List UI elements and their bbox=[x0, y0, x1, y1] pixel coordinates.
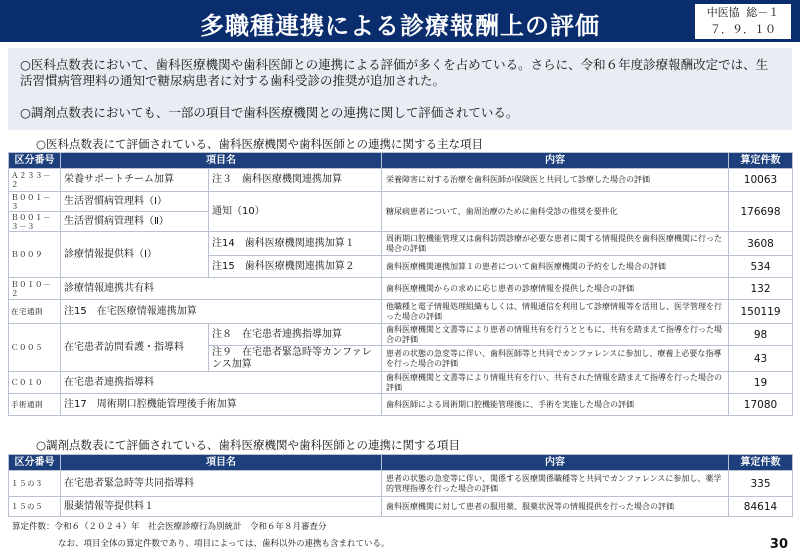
row-count: 84614 bbox=[729, 497, 793, 517]
row-sub-item: 注９ 在宅患者緊急時等カンファレンス加算 bbox=[209, 346, 382, 372]
row-item-name: 注17 周術期口腔機能管理後手術加算 bbox=[61, 394, 382, 416]
row-code: Ｂ００９ bbox=[9, 232, 61, 278]
row-code: １５の５ bbox=[9, 497, 61, 517]
row-item-name: 診療情報連携共有料 bbox=[61, 278, 382, 300]
medical-section-title: ○医科点数表にて評価されている、歯科医療機関や歯科医師との連携に関する主な項目 bbox=[36, 137, 484, 151]
dispensing-table bbox=[8, 454, 793, 517]
header-item: 項目名 bbox=[61, 153, 382, 169]
table-row bbox=[9, 278, 793, 300]
row-count: 19 bbox=[729, 372, 793, 394]
page-title: 多職種連携による診療報酬上の評価 bbox=[200, 12, 600, 40]
row-content: 歯科医療機関と文書等により患者の情報共有を行うとともに、共有を踏まえて指導を行った場合の評価 bbox=[382, 324, 729, 346]
row-content: 歯科医療機関からの求めに応じ患者の診療情報を提供した場合の評価 bbox=[382, 278, 729, 300]
row-content: 他職種と電子情報処理組織もしくは、情報通信を利用して診療情報等を活用し、医学管理を行った場合の評価 bbox=[382, 300, 729, 324]
row-item-name: 栄養サポートチーム加算 bbox=[61, 169, 209, 192]
header-code: 区分番号 bbox=[9, 455, 61, 471]
summary-box bbox=[8, 48, 792, 130]
row-code: Ａ２３３－２ bbox=[9, 169, 61, 192]
row-content: 歯科医療機関と文書等により情報共有を行い、共有された情報を踏まえて指導を行った場合の評価 bbox=[382, 372, 729, 394]
table-row bbox=[9, 324, 793, 346]
header-count: 算定件数 bbox=[729, 153, 793, 169]
badge-line-1: 中医協 総－１ bbox=[706, 6, 780, 19]
row-code: 在宅通則 bbox=[9, 300, 61, 324]
row-item-name: 生活習慣病管理料（Ⅱ） bbox=[61, 212, 209, 232]
row-count: 43 bbox=[729, 346, 793, 372]
row-item-name: 在宅患者連携指導料 bbox=[61, 372, 382, 394]
header-bar bbox=[0, 0, 800, 42]
row-item-name: 在宅患者緊急時等共同指導料 bbox=[61, 471, 382, 497]
row-content: 患者の状態の急変等に伴い、歯科医師等と共同でカンファレンスに参加し、療養上必要な指導を行った場合の評価 bbox=[382, 346, 729, 372]
table-row bbox=[9, 372, 793, 394]
row-sub-item: 注14 歯科医療機関連携加算１ bbox=[209, 232, 382, 256]
row-content: 糖尿病患者について、歯周治療のために歯科受診の推奨を要件化 bbox=[382, 192, 729, 232]
row-content: 周術期口腔機能管理又は歯科訪問診療が必要な患者に関する情報提供を歯科医療機関に行った場合の評価 bbox=[382, 232, 729, 256]
row-content: 栄養障害に対する治療を歯科医師が保険医と共同して診療した場合の評価 bbox=[382, 169, 729, 192]
row-content: 歯科医師による周術期口腔機能管理後に、手術を実施した場合の評価 bbox=[382, 394, 729, 416]
table-row bbox=[9, 394, 793, 416]
table-row bbox=[9, 232, 793, 256]
row-count: 534 bbox=[729, 256, 793, 278]
row-code: Ｂ００１－３ bbox=[9, 192, 61, 212]
row-content: 歯科医療機関に対して患者の服用薬、服薬状況等の情報提供を行った場合の評価 bbox=[382, 497, 729, 517]
row-code: Ｂ０１０－２ bbox=[9, 278, 61, 300]
row-count: 132 bbox=[729, 278, 793, 300]
row-count: 176698 bbox=[729, 192, 793, 232]
row-content: 歯科医療機関連携加算１の患者について歯科医療機関の予約をした場合の評価 bbox=[382, 256, 729, 278]
row-count: 150119 bbox=[729, 300, 793, 324]
row-item-name: 在宅患者訪問看護・指導料 bbox=[61, 324, 209, 372]
table-row bbox=[9, 300, 793, 324]
footnote-source: 算定件数：令和６（２０２４）年 社会医療診療行為別統計 令和６年８月審査分 bbox=[12, 522, 327, 532]
row-content: 患者の状態の急変等に伴い、関係する医療関係職種等と共同でカンファレンスに参加し、薬学的管理指導を行った場合の評価 bbox=[382, 471, 729, 497]
summary-paragraph-1: ○医科点数表において、歯科医療機関や歯科医師との連携による評価が多くを占めている。さらに、令和６年度診療報酬改定では、生活習慣病管理料の通知で糖尿病患者に対する歯科受診の推奨が追加された。 bbox=[20, 57, 769, 88]
table-row bbox=[9, 471, 793, 497]
page-number: 30 bbox=[769, 537, 788, 552]
table-header-row bbox=[9, 153, 793, 169]
table-row bbox=[9, 192, 793, 212]
table-header-row bbox=[9, 455, 793, 471]
row-count: 335 bbox=[729, 471, 793, 497]
document-id-badge bbox=[694, 3, 792, 40]
row-count: 17080 bbox=[729, 394, 793, 416]
header-item: 項目名 bbox=[61, 455, 382, 471]
row-code: Ｂ００１－３－３ bbox=[9, 212, 61, 232]
header-count: 算定件数 bbox=[729, 455, 793, 471]
row-item-name: 生活習慣病管理料（Ⅰ） bbox=[61, 192, 209, 212]
row-count: 3608 bbox=[729, 232, 793, 256]
row-code: Ｃ００５ bbox=[9, 324, 61, 372]
table-row bbox=[9, 169, 793, 192]
row-count: 10063 bbox=[729, 169, 793, 192]
dispensing-section-title: ○調剤点数表にて評価されている、歯科医療機関や歯科医師との連携に関する項目 bbox=[36, 438, 461, 452]
badge-line-2: ７．９．１０ bbox=[710, 23, 776, 36]
row-code: 手術通則 bbox=[9, 394, 61, 416]
row-code: １５の３ bbox=[9, 471, 61, 497]
row-item-name: 診療情報提供料（Ⅰ） bbox=[61, 232, 209, 278]
row-sub-item: 通知（10） bbox=[209, 192, 382, 232]
row-sub-item: 注８ 在宅患者連携指導加算 bbox=[209, 324, 382, 346]
header-code: 区分番号 bbox=[9, 153, 61, 169]
summary-paragraph-2: ○調剤点数表においても、一部の項目で歯科医療機関との連携に関して評価されている。 bbox=[20, 105, 519, 120]
row-item-name: 注15 在宅医療情報連携加算 bbox=[61, 300, 382, 324]
row-item-name: 服薬情報等提供料１ bbox=[61, 497, 382, 517]
row-sub-item: 注15 歯科医療機関連携加算２ bbox=[209, 256, 382, 278]
medical-table bbox=[8, 152, 793, 416]
row-sub-item: 注３ 歯科医療機関連携加算 bbox=[209, 169, 382, 192]
header-content: 内容 bbox=[382, 455, 729, 471]
row-count: 98 bbox=[729, 324, 793, 346]
header-content: 内容 bbox=[382, 153, 729, 169]
footnote-note: なお、項目全体の算定件数であり、項目によっては、歯科以外の連携も含まれている。 bbox=[58, 539, 390, 549]
row-code: Ｃ０１０ bbox=[9, 372, 61, 394]
table-row bbox=[9, 497, 793, 517]
